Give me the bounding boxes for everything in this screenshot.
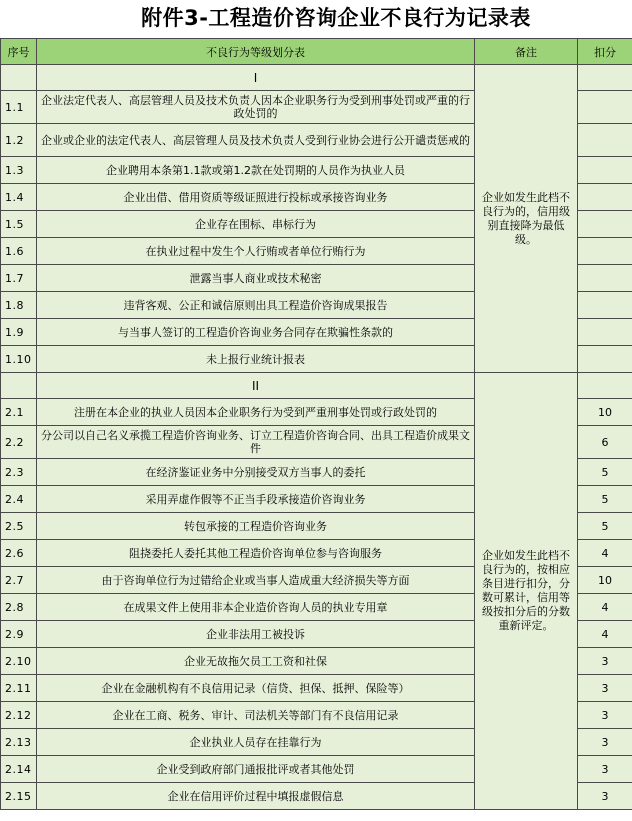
row-description: 企业或企业的法定代表人、高层管理人员及技术负责人受到行业协会进行公开谴责惩戒的 (37, 124, 475, 157)
row-number: 2.15 (1, 783, 37, 810)
row-number: 1.2 (1, 124, 37, 157)
row-score: 3 (578, 729, 632, 756)
row-description: 企业无故拖欠员工工资和社保 (37, 648, 475, 675)
header-note: 备注 (475, 39, 578, 65)
section-score-cell (578, 65, 632, 91)
section-seq-cell (1, 373, 37, 399)
row-score (578, 124, 632, 157)
row-description: 企业非法用工被投诉 (37, 621, 475, 648)
row-description: 阻挠委托人委托其他工程造价咨询单位参与咨询服务 (37, 540, 475, 567)
row-score: 5 (578, 459, 632, 486)
row-score (578, 346, 632, 373)
row-score: 3 (578, 783, 632, 810)
section-row (1, 65, 632, 91)
section-label: II (37, 373, 475, 399)
row-description: 企业在金融机构有不良信用记录（信贷、担保、抵押、保险等） (37, 675, 475, 702)
row-description: 企业执业人员存在挂靠行为 (37, 729, 475, 756)
row-description: 与当事人签订的工程造价咨询业务合同存在欺骗性条款的 (37, 319, 475, 346)
row-description: 由于咨询单位行为过错给企业或当事人造成重大经济损失等方面 (37, 567, 475, 594)
row-number: 2.14 (1, 756, 37, 783)
row-number: 2.11 (1, 675, 37, 702)
row-number: 2.9 (1, 621, 37, 648)
row-score: 3 (578, 675, 632, 702)
row-score (578, 184, 632, 211)
section-note: 企业如发生此档不良行为的，按相应条目进行扣分，分数可累计，信用等级按扣分后的分数重新评定。 (475, 373, 578, 810)
section-note: 企业如发生此档不良行为的，信用级别直接降为最低级。 (475, 65, 578, 373)
header-score: 扣分 (578, 39, 632, 65)
row-number: 2.7 (1, 567, 37, 594)
page-title: 附件3-工程造价咨询企业不良行为记录表 (141, 6, 531, 30)
row-score (578, 292, 632, 319)
row-score: 5 (578, 486, 632, 513)
row-description: 企业法定代表人、高层管理人员及技术负责人因本企业职务行为受到刑事处罚或严重的行政处罚的 (37, 91, 475, 124)
row-number: 2.2 (1, 426, 37, 459)
row-description: 企业出借、借用资质等级证照进行投标或承接咨询业务 (37, 184, 475, 211)
row-score (578, 91, 632, 124)
row-score: 10 (578, 399, 632, 426)
row-description: 在成果文件上使用非本企业造价咨询人员的执业专用章 (37, 594, 475, 621)
section-seq-cell (1, 65, 37, 91)
row-score: 5 (578, 513, 632, 540)
section-label: I (37, 65, 475, 91)
row-number: 1.4 (1, 184, 37, 211)
row-description: 企业在信用评价过程中填报虚假信息 (37, 783, 475, 810)
row-number: 2.8 (1, 594, 37, 621)
row-score: 4 (578, 594, 632, 621)
row-number: 1.6 (1, 238, 37, 265)
row-description: 违背客观、公正和诚信原则出具工程造价咨询成果报告 (37, 292, 475, 319)
row-number: 1.7 (1, 265, 37, 292)
row-number: 1.1 (1, 91, 37, 124)
row-score (578, 157, 632, 184)
row-score (578, 211, 632, 238)
row-number: 2.10 (1, 648, 37, 675)
row-score: 6 (578, 426, 632, 459)
row-description: 转包承接的工程造价咨询业务 (37, 513, 475, 540)
row-score (578, 238, 632, 265)
section-score-cell (578, 373, 632, 399)
row-number: 2.5 (1, 513, 37, 540)
row-number: 1.8 (1, 292, 37, 319)
row-number: 2.1 (1, 399, 37, 426)
row-score (578, 265, 632, 292)
row-score: 3 (578, 648, 632, 675)
row-score: 4 (578, 621, 632, 648)
row-description: 采用弄虚作假等不正当手段承接造价咨询业务 (37, 486, 475, 513)
header-row (1, 39, 632, 65)
row-description: 分公司以自己名义承揽工程造价咨询业务、订立工程造价咨询合同、出具工程造价成果文件 (37, 426, 475, 459)
title-bar (0, 0, 632, 37)
row-number: 1.5 (1, 211, 37, 238)
row-description: 企业存在围标、串标行为 (37, 211, 475, 238)
row-number: 2.6 (1, 540, 37, 567)
bad-behavior-table (0, 38, 632, 810)
row-number: 2.3 (1, 459, 37, 486)
row-description: 企业聘用本条第1.1款或第1.2款在处罚期的人员作为执业人员 (37, 157, 475, 184)
section-row (1, 373, 632, 399)
row-number: 1.3 (1, 157, 37, 184)
row-number: 2.4 (1, 486, 37, 513)
row-description: 企业在工商、税务、审计、司法机关等部门有不良信用记录 (37, 702, 475, 729)
row-score (578, 319, 632, 346)
row-score: 3 (578, 702, 632, 729)
row-score: 4 (578, 540, 632, 567)
row-description: 未上报行业统计报表 (37, 346, 475, 373)
header-desc: 不良行为等级划分表 (37, 39, 475, 65)
row-description: 泄露当事人商业或技术秘密 (37, 265, 475, 292)
row-score: 10 (578, 567, 632, 594)
row-description: 企业受到政府部门通报批评或者其他处罚 (37, 756, 475, 783)
row-score: 3 (578, 756, 632, 783)
row-description: 在经济鉴证业务中分别接受双方当事人的委托 (37, 459, 475, 486)
header-seq: 序号 (1, 39, 37, 65)
row-description: 注册在本企业的执业人员因本企业职务行为受到严重刑事处罚或行政处罚的 (37, 399, 475, 426)
table-body (1, 65, 632, 810)
row-description: 在执业过程中发生个人行贿或者单位行贿行为 (37, 238, 475, 265)
row-number: 2.12 (1, 702, 37, 729)
row-number: 2.13 (1, 729, 37, 756)
row-number: 1.10 (1, 346, 37, 373)
row-number: 1.9 (1, 319, 37, 346)
